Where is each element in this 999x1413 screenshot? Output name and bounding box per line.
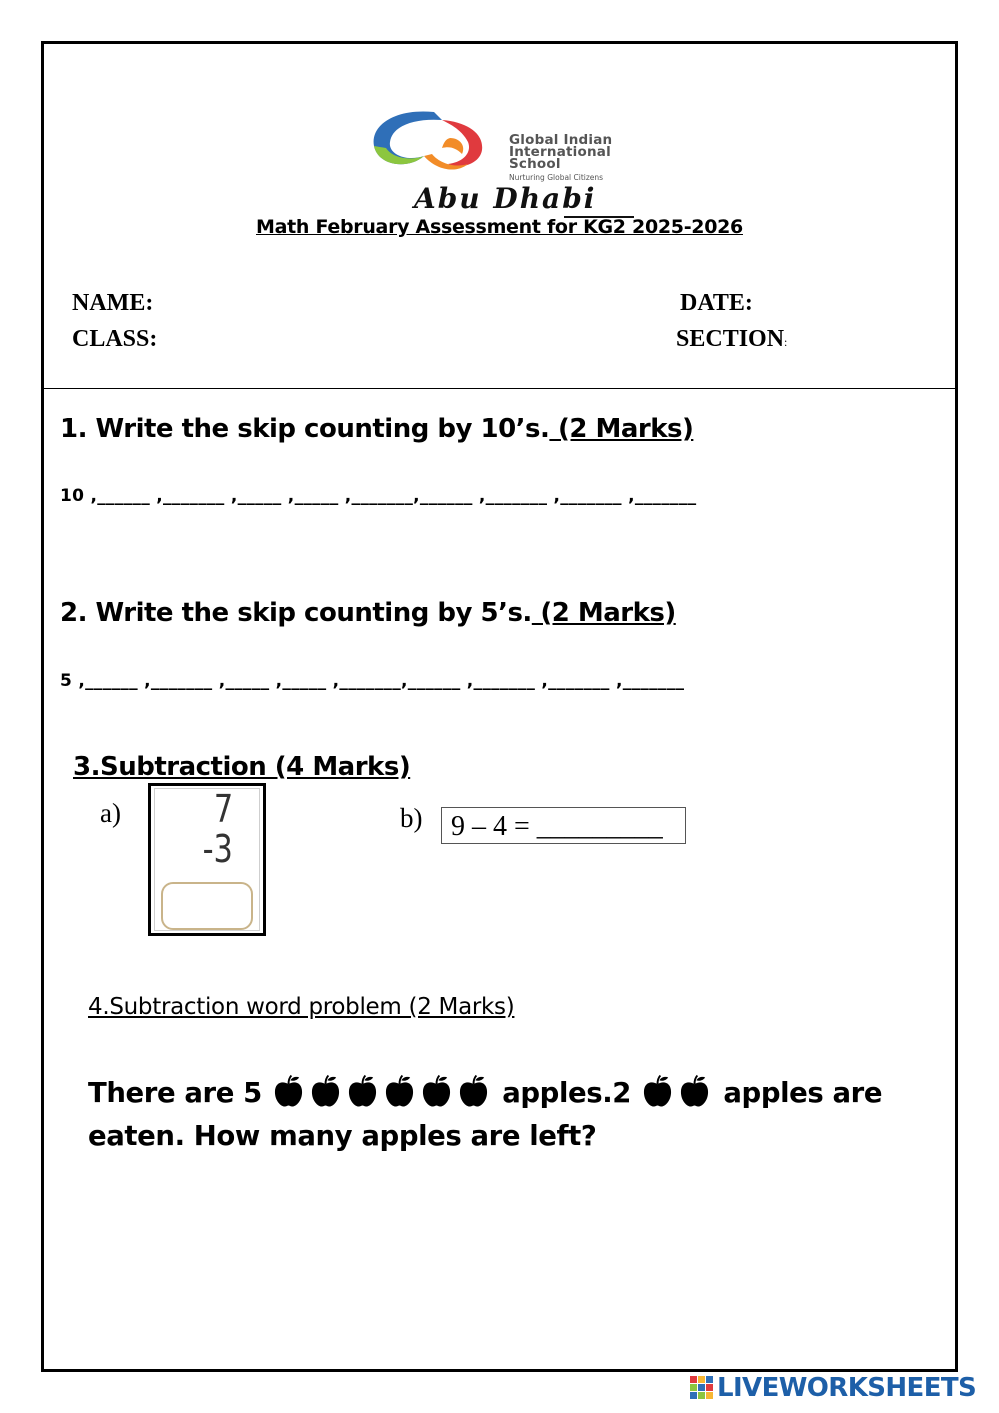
minuend: 7	[213, 787, 233, 831]
q2-marks: (2 Marks)	[531, 598, 676, 628]
q2-heading	[60, 598, 676, 628]
liveworksheets-brand: LIVEWORKSHEETS	[717, 1373, 977, 1403]
apple-icon	[421, 1074, 452, 1108]
apple-group-5	[271, 1077, 493, 1109]
section-label	[676, 326, 787, 353]
horizontal-equation-box[interactable]: 9 – 4 = _________	[441, 807, 686, 844]
q3-a-label: a)	[100, 798, 121, 828]
page-title: Math February Assessment for KG2 2025-2026	[256, 216, 743, 238]
date-label: DATE:	[680, 290, 753, 316]
school-name-line: School	[509, 156, 561, 172]
liveworksheets-logo-icon	[690, 1376, 714, 1400]
school-logo	[364, 104, 654, 214]
school-name	[509, 134, 612, 170]
school-tagline: Nurturing Global Citizens	[509, 173, 604, 182]
q3-b-label: b)	[400, 803, 423, 833]
apple-icon	[679, 1074, 710, 1108]
answer-box[interactable]	[161, 882, 253, 930]
section-colon: :	[784, 335, 788, 349]
apple-icon	[310, 1074, 341, 1108]
apple-icon	[642, 1074, 673, 1108]
apple-icon	[273, 1074, 304, 1108]
q3-heading: 3.Subtraction (4 Marks)	[73, 752, 411, 782]
school-logo-swirl	[364, 104, 504, 184]
class-label: CLASS:	[72, 326, 158, 352]
q1-marks: (2 Marks)	[549, 414, 694, 444]
q1-heading	[60, 414, 693, 444]
apple-icon	[458, 1074, 489, 1108]
school-city: Abu Dhabi	[414, 182, 597, 215]
q1-text: 1. Write the skip counting by 10’s.	[60, 414, 550, 444]
liveworksheets-footer[interactable]	[690, 1373, 976, 1403]
word-problem-part-3: apples are eaten. How many apples are left?	[88, 1077, 883, 1152]
school-name-line: International	[509, 144, 611, 160]
apple-icon	[384, 1074, 415, 1108]
q4-heading: 4.Subtraction word problem (2 Marks)	[88, 994, 515, 1020]
q2-sequence[interactable]: 5 ,______ ,_______ ,_____ ,_____ ,_______,______ ,_______ ,_______ ,_______	[60, 671, 685, 691]
worksheet-frame	[41, 41, 958, 1372]
apple-icon	[347, 1074, 378, 1108]
vertical-subtraction-card	[148, 783, 266, 936]
word-problem-part-2: apples.2	[502, 1077, 631, 1109]
apple-group-2	[640, 1077, 714, 1109]
q2-text: 2. Write the skip counting by 5’s.	[60, 598, 532, 628]
word-problem	[88, 1072, 888, 1158]
school-name-line: Global Indian	[509, 132, 613, 148]
word-problem-part-1: There are 5	[88, 1077, 262, 1109]
subtrahend: -3	[202, 827, 233, 871]
header-divider	[44, 388, 955, 389]
name-label: NAME:	[72, 290, 154, 316]
section-text: SECTION	[676, 326, 785, 352]
q1-sequence[interactable]: 10 ,______ ,_______ ,_____ ,_____ ,_______,______ ,_______ ,_______ ,_______	[60, 486, 697, 506]
